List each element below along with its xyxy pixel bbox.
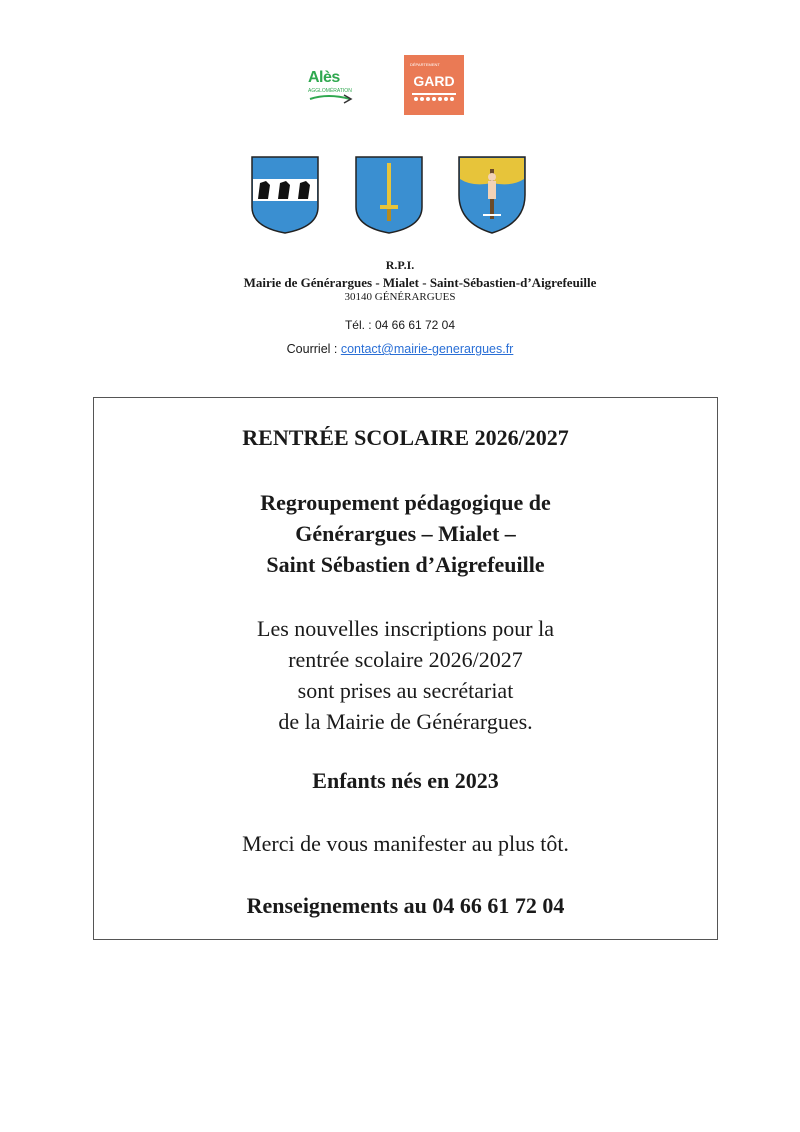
mialet-coat-of-arms-icon [354,155,424,235]
notice-box [93,397,718,940]
group-line-1: Regroupement pédagogique de [260,490,551,515]
gard-departement-logo [404,55,464,115]
inscriptions-line-1: Les nouvelles inscriptions pour la [257,616,554,641]
ales-agglomeration-logo [304,69,356,105]
gard-logo-text: GARD [413,73,455,89]
ales-logo-subtext: AGGLOMÉRATION [308,88,352,94]
gard-arches-icon [404,55,464,115]
mairie-names: Mairie de Générargues - Mialet - Saint-Sébastien-d’Aigrefeuille [243,275,597,290]
logo-row [0,55,800,115]
postal-address: 30140 GÉNÉRARGUES [344,291,456,303]
email-link[interactable]: contact@mairie-generargues.fr [340,342,514,356]
email-line [0,342,800,356]
merci-line: Merci de vous manifester au plus tôt. [242,831,569,856]
enfants-line: Enfants nés en 2023 [312,768,499,793]
group-line-3: Saint Sébastien d’Aigrefeuille [266,552,545,577]
telephone-line: Tél. : 04 66 61 72 04 [344,318,456,332]
generargues-coat-of-arms-icon [250,155,320,235]
ales-swoosh-icon [304,69,356,105]
inscriptions-line-2: rentrée scolaire 2026/2027 [288,647,523,672]
ales-logo-text: Alès [308,69,340,86]
gard-logo-subtext: DÉPARTEMENT [410,62,440,67]
inscriptions-line-3: sont prises au secrétariat [297,678,514,703]
rpi-label: R.P.I. [385,258,415,272]
coats-of-arms-row [0,155,800,235]
group-line-2: Générargues – Mialet – [295,521,516,546]
renseignements-line: Renseignements au 04 66 61 72 04 [246,893,565,918]
notice-title: RENTRÉE SCOLAIRE 2026/2027 [242,425,569,450]
saint-sebastien-coat-of-arms-icon [457,155,527,235]
inscriptions-line-4: de la Mairie de Générargues. [278,709,533,734]
email-label: Courriel : [286,342,341,356]
